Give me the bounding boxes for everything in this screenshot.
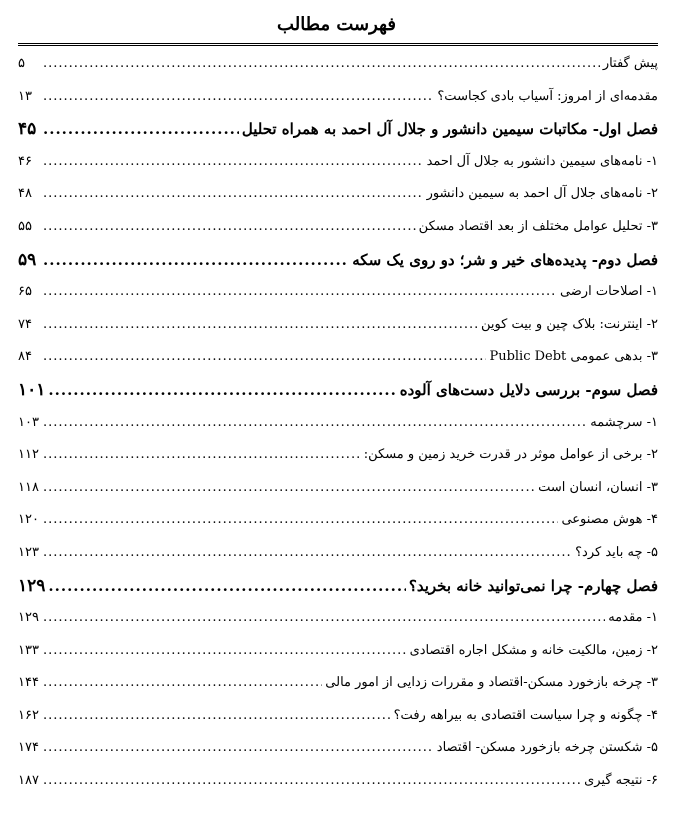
toc-list bbox=[18, 48, 658, 798]
toc-entry-title: ۵- چه باید کرد؟ bbox=[575, 544, 658, 560]
dot-leader bbox=[43, 504, 558, 537]
dot-leader bbox=[43, 765, 581, 798]
toc-entry-title: ۵- شکستن چرخه بازخورد مسکن- اقتصاد bbox=[436, 740, 658, 756]
toc-page-number: ۱۲۰ bbox=[18, 512, 39, 528]
dot-leader bbox=[43, 407, 587, 440]
toc-chapter-entry[interactable] bbox=[18, 570, 658, 603]
toc-page-number: ۷۴ bbox=[18, 316, 32, 332]
toc-page-number: ۶۵ bbox=[18, 284, 32, 300]
toc-entry-title: ۱- سرچشمه bbox=[590, 414, 658, 430]
toc-entry[interactable] bbox=[18, 81, 658, 114]
toc-page-number: ۱۲۹ bbox=[18, 610, 39, 626]
toc-chapter-entry[interactable] bbox=[18, 374, 658, 407]
toc-entry[interactable] bbox=[18, 178, 658, 211]
toc-page-number: ۴۸ bbox=[18, 186, 32, 202]
dot-leader bbox=[43, 81, 434, 114]
dot-leader bbox=[43, 309, 478, 342]
dot-leader bbox=[43, 667, 322, 700]
dot-leader bbox=[43, 113, 239, 146]
dot-leader bbox=[43, 732, 434, 765]
dot-leader bbox=[48, 374, 396, 407]
toc-entry[interactable] bbox=[18, 309, 658, 342]
toc-page-number: ۸۴ bbox=[18, 349, 32, 365]
dot-leader bbox=[43, 211, 416, 244]
toc-chapter-entry[interactable] bbox=[18, 244, 658, 277]
toc-entry-title: ۳- بدهی عمومی Public Debt bbox=[489, 349, 658, 365]
toc-entry-title: ۶- نتیجه گیری bbox=[584, 773, 658, 789]
toc-entry[interactable] bbox=[18, 635, 658, 668]
dot-leader bbox=[43, 602, 605, 635]
dot-leader bbox=[43, 439, 361, 472]
toc-page-number: ۱۱۲ bbox=[18, 447, 39, 463]
dot-leader bbox=[43, 700, 391, 733]
toc-page-number: ۱۱۸ bbox=[18, 479, 39, 495]
toc-entry[interactable] bbox=[18, 732, 658, 765]
page-title: فهرست مطالب bbox=[277, 14, 396, 35]
dot-leader bbox=[43, 178, 424, 211]
toc-entry-title: ۳- تحلیل عوامل مختلف از بعد اقتصاد مسکن bbox=[418, 218, 658, 234]
toc-entry[interactable] bbox=[18, 667, 658, 700]
toc-entry-title: ۲- اینترنت: بلاک چین و بیت کوین bbox=[480, 316, 658, 332]
title-divider bbox=[18, 43, 658, 46]
toc-entry[interactable] bbox=[18, 504, 658, 537]
toc-entry-title: فصل اول- مکاتبات سیمین دانشور و جلال آل احمد به همراه تحلیل bbox=[241, 120, 658, 139]
toc-page-number: ۵ bbox=[18, 56, 25, 71]
toc-entry-title: مقدمه‌ای از امروز: آسیاب بادی کجاست؟ bbox=[437, 88, 658, 104]
toc-entry[interactable] bbox=[18, 146, 658, 179]
dot-leader bbox=[43, 244, 349, 277]
dot-leader bbox=[43, 472, 535, 505]
toc-entry-title: ۱- نامه‌های سیمین دانشور به جلال آل احمد bbox=[426, 153, 658, 169]
toc-entry[interactable] bbox=[18, 211, 658, 244]
toc-entry[interactable] bbox=[18, 439, 658, 472]
toc-page-number: ۱۸۷ bbox=[18, 773, 39, 789]
toc-page-number: ۱۷۴ bbox=[18, 740, 39, 756]
toc-page-number: ۴۵ bbox=[18, 119, 37, 140]
toc-page-number: ۵۵ bbox=[18, 218, 32, 234]
toc-page-number: ۱۶۲ bbox=[18, 707, 39, 723]
toc-entry[interactable] bbox=[18, 472, 658, 505]
toc-entry-title: ۴- هوش مصنوعی bbox=[561, 512, 658, 528]
toc-entry-title: فصل چهارم- چرا نمی‌توانید خانه بخرید؟ bbox=[408, 576, 658, 595]
toc-page-number: ۴۶ bbox=[18, 153, 32, 169]
toc-page-number: ۱۳ bbox=[18, 88, 32, 104]
toc-page-number: ۱۰۱ bbox=[18, 379, 46, 400]
toc-entry[interactable] bbox=[18, 700, 658, 733]
toc-entry-title: ۲- نامه‌های جلال آل احمد به سیمین دانشور bbox=[426, 186, 658, 202]
toc-entry-title: ۳- چرخه بازخورد مسکن-اقتصاد و مقررات زدایی از امور مالی bbox=[325, 675, 658, 691]
toc-page-number: ۱۴۴ bbox=[18, 675, 39, 691]
toc-page-number: ۱۲۳ bbox=[18, 544, 39, 560]
toc-entry[interactable] bbox=[18, 407, 658, 440]
toc-entry-title: فصل دوم- پدیده‌های خیر و شر؛ دو روی یک سکه bbox=[352, 250, 658, 269]
toc-entry[interactable] bbox=[18, 341, 658, 374]
toc-entry[interactable] bbox=[18, 765, 658, 798]
toc-entry-title: ۲- برخی از عوامل موثر در قدرت خرید زمین و مسکن: bbox=[363, 447, 658, 463]
toc-page-number: ۱۳۳ bbox=[18, 642, 39, 658]
toc-entry-title: ۴- چگونه و چرا سیاست اقتصادی به بیراهه رفت؟ bbox=[393, 707, 658, 723]
dot-leader bbox=[43, 537, 572, 570]
toc-entry-title: پیش گفتار bbox=[602, 56, 658, 71]
toc-page-number: ۵۹ bbox=[18, 249, 37, 270]
toc-page-number: ۱۲۹ bbox=[18, 575, 46, 596]
toc-entry-title: ۱- مقدمه bbox=[608, 610, 658, 626]
toc-entry[interactable] bbox=[18, 602, 658, 635]
dot-leader bbox=[43, 276, 557, 309]
toc-entry[interactable] bbox=[18, 276, 658, 309]
dot-leader bbox=[43, 146, 424, 179]
toc-entry-title: ۲- زمین، مالکیت خانه و مشکل اجاره اقتصادی bbox=[409, 642, 658, 658]
toc-chapter-entry[interactable] bbox=[18, 113, 658, 146]
dot-leader bbox=[48, 570, 405, 603]
dot-leader bbox=[43, 341, 486, 374]
toc-page-number: ۱۰۳ bbox=[18, 414, 39, 430]
dot-leader bbox=[43, 48, 600, 81]
toc-entry[interactable] bbox=[18, 537, 658, 570]
toc-entry[interactable] bbox=[18, 48, 658, 81]
toc-entry-title: ۱- اصلاحات ارضی bbox=[559, 284, 658, 300]
toc-entry-title: فصل سوم- بررسی دلایل دست‌های آلوده bbox=[399, 380, 658, 399]
toc-entry-title: ۳- انسان، انسان است bbox=[538, 479, 658, 495]
dot-leader bbox=[43, 635, 407, 668]
